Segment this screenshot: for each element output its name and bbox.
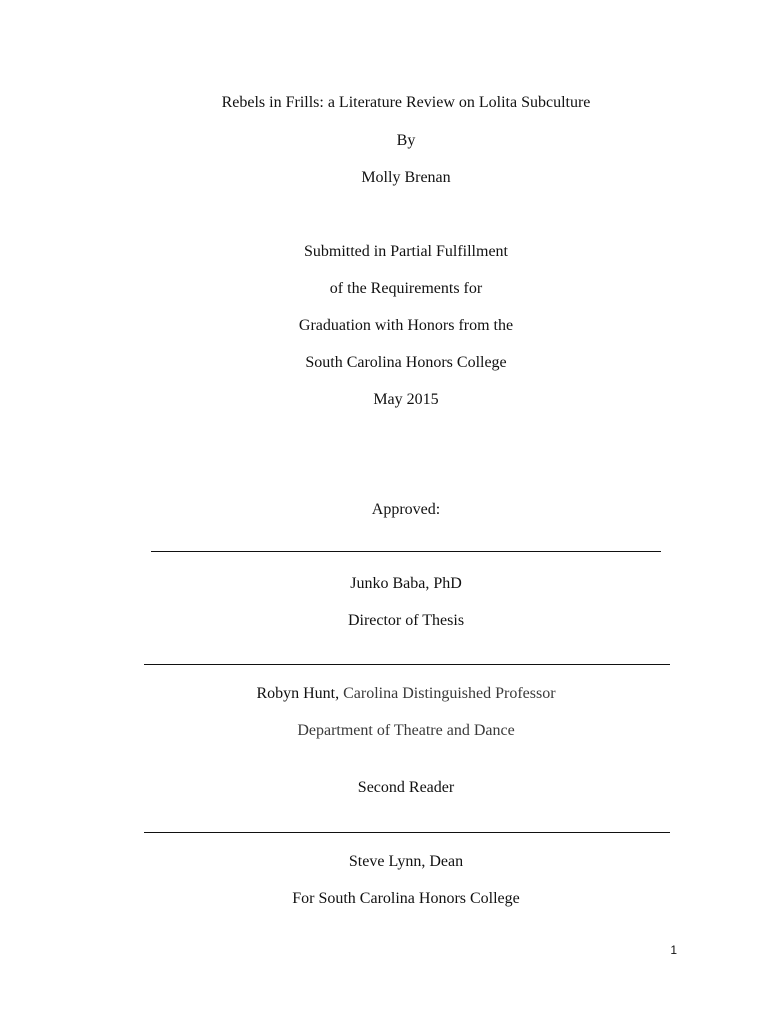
second-reader-title: Carolina Distinguished Professor: [343, 685, 556, 702]
second-reader-department: Department of Theatre and Dance: [297, 722, 515, 739]
thesis-title: Rebels in Frills: a Literature Review on Lolita Subculture: [221, 94, 591, 111]
approved-heading: Approved:: [371, 501, 441, 518]
submission-date: May 2015: [373, 391, 439, 408]
signature-line-director: [151, 551, 661, 552]
submission-line-1: Submitted in Partial Fulfillment: [304, 243, 508, 260]
submission-line-2: of the Requirements for: [329, 280, 483, 297]
director-role: Director of Thesis: [347, 612, 465, 629]
director-name: Junko Baba, PhD: [350, 575, 462, 592]
dean-role: For South Carolina Honors College: [292, 890, 520, 907]
signature-line-second-reader: [144, 664, 670, 665]
dean-name: Steve Lynn, Dean: [348, 853, 464, 870]
author-name: Molly Brenan: [361, 169, 451, 186]
submission-line-3: Graduation with Honors from the: [298, 317, 514, 334]
submission-line-4: South Carolina Honors College: [305, 354, 507, 371]
second-reader-name-line: [0, 684, 768, 704]
signature-line-dean: [144, 832, 670, 833]
by-label: By: [396, 132, 416, 149]
page-number: 1: [670, 943, 677, 957]
second-reader-role: Second Reader: [357, 779, 455, 796]
second-reader-name: Robyn Hunt,: [256, 685, 340, 702]
